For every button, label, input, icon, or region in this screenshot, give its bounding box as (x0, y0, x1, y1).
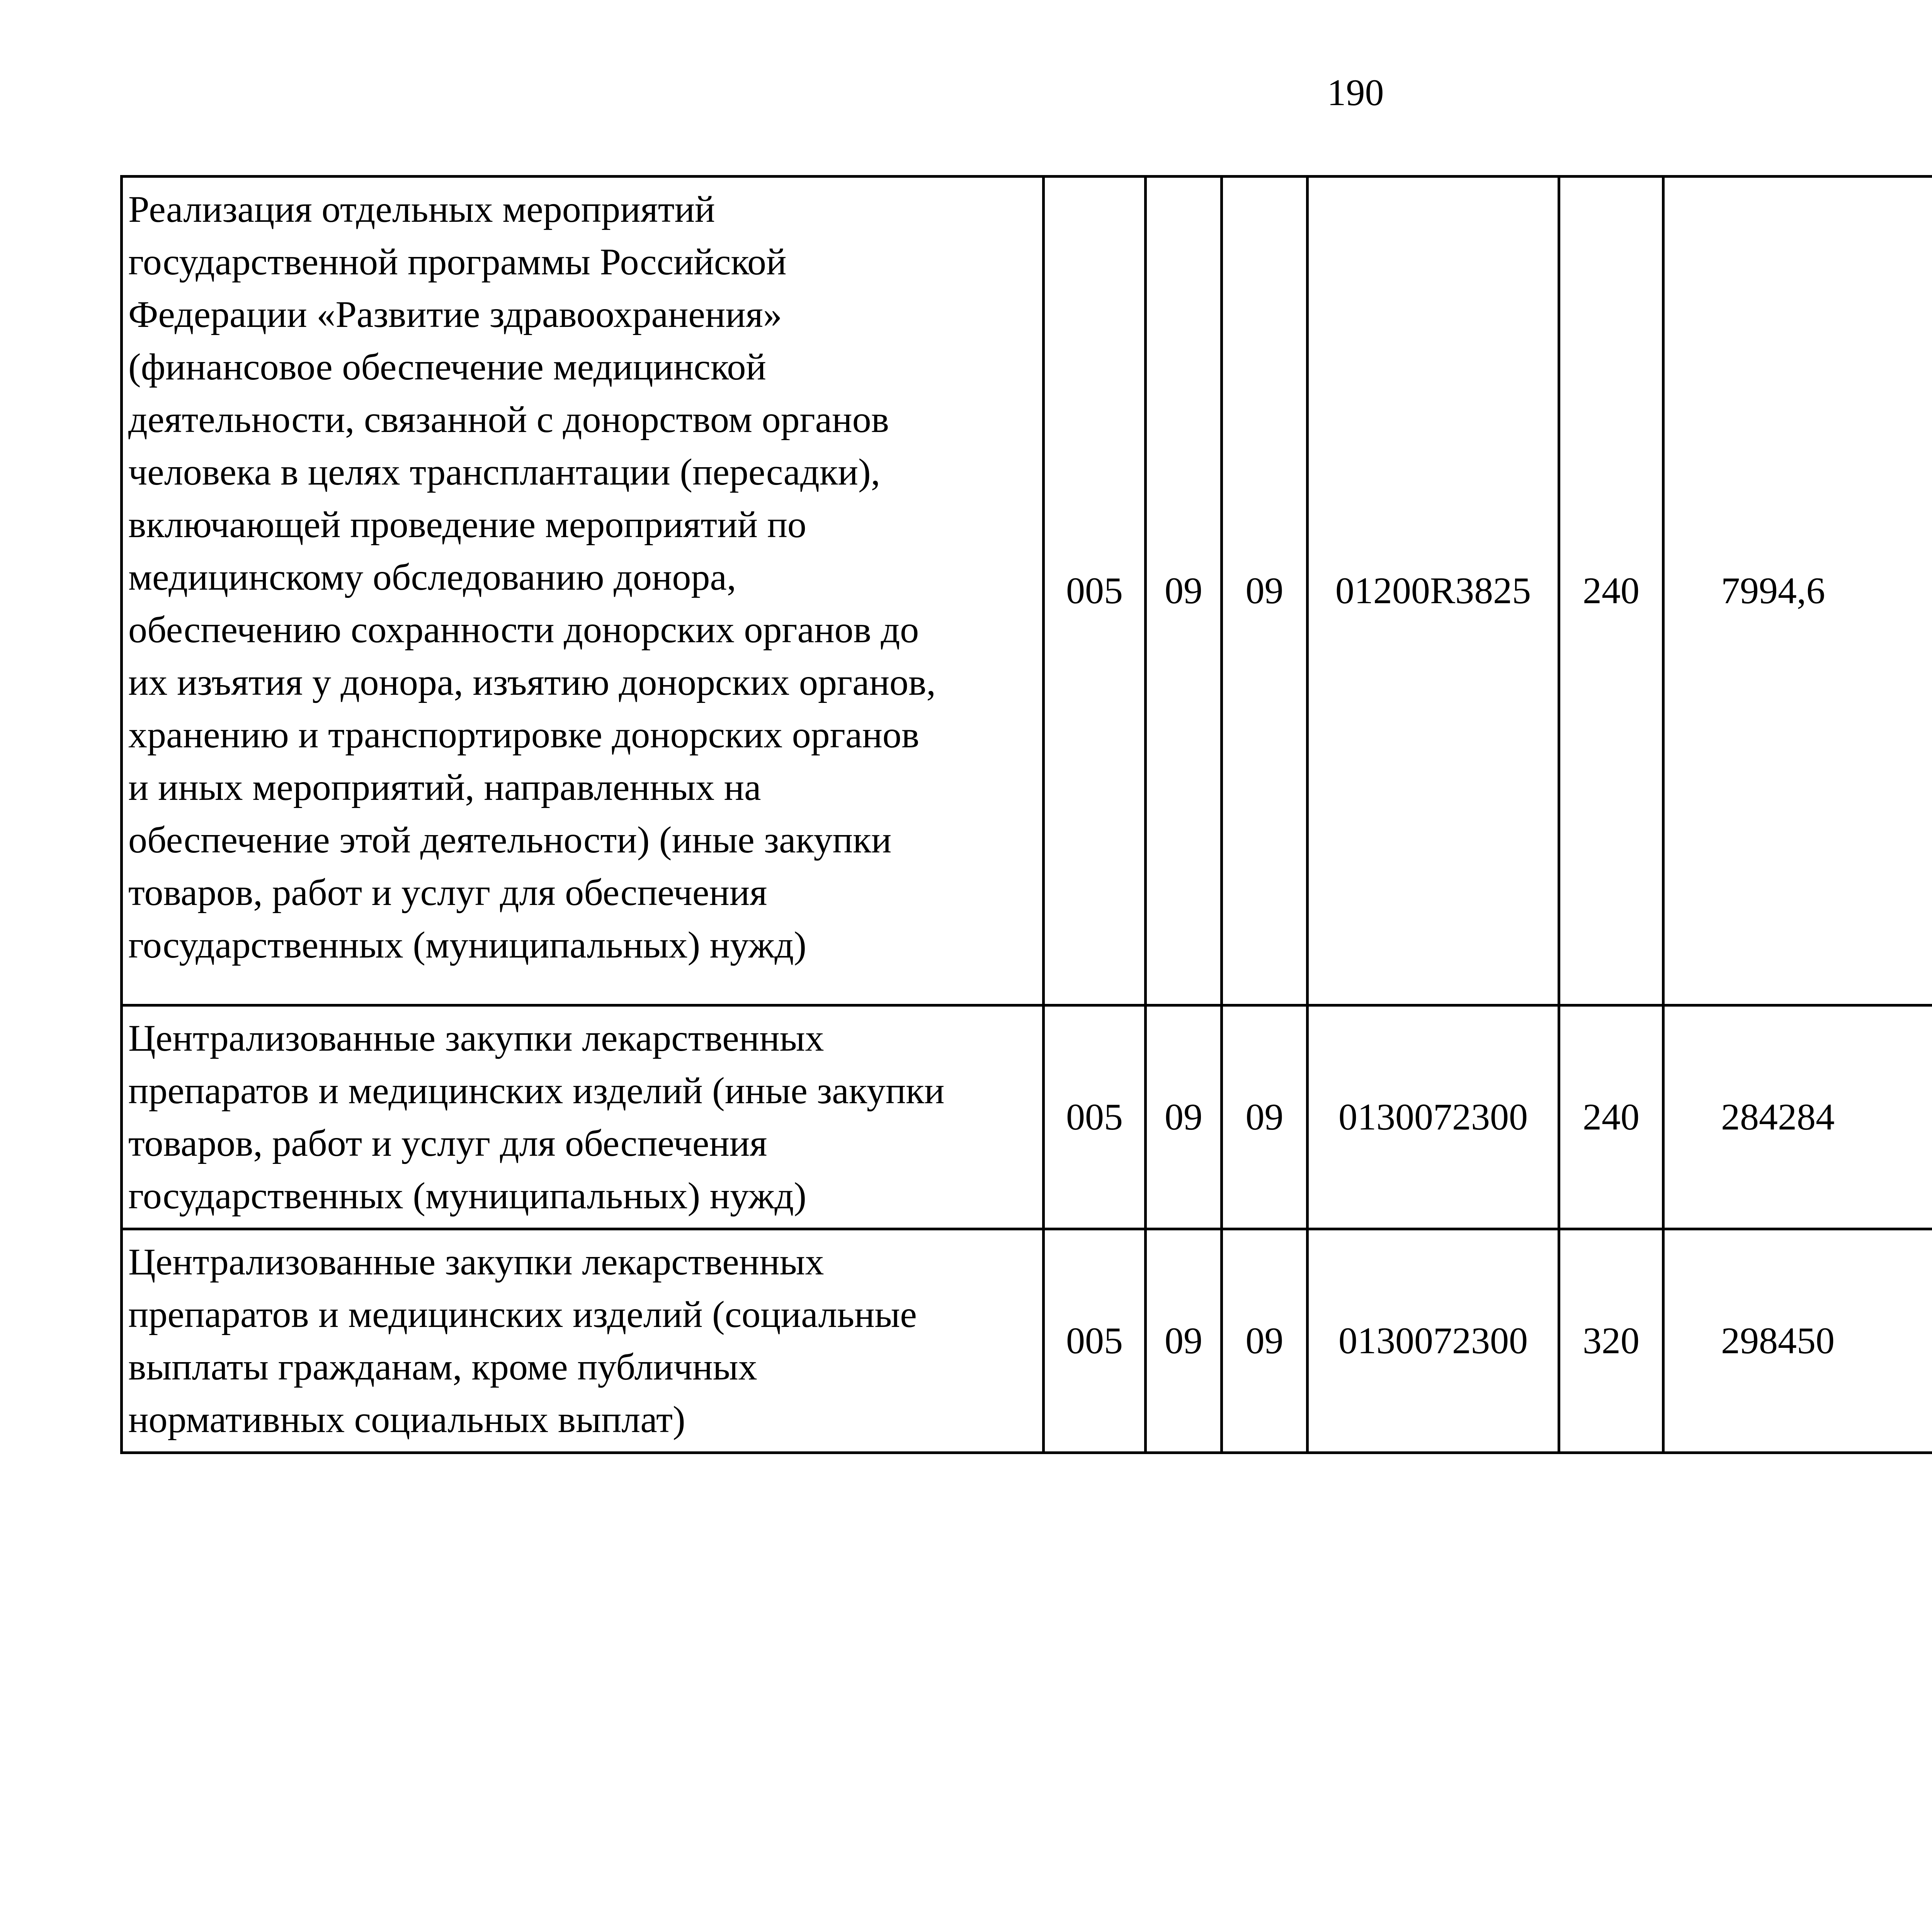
budget-table (120, 175, 1932, 1454)
description-line: хранению и транспортировке донорских органов (128, 714, 920, 756)
section-cell: 09 (1146, 1229, 1222, 1453)
target-article-cell: 0130072300 (1308, 1005, 1559, 1229)
expense-type-cell: 320 (1559, 1229, 1663, 1453)
amount-year-1-cell: 7994,6 (1663, 177, 1932, 1005)
description-line: государственных (муниципальных) нужд) (128, 924, 806, 966)
description-line: товаров, работ и услуг для обеспечения (128, 872, 767, 913)
table-row (122, 1229, 1932, 1453)
amount-year-1-cell: 298450 (1663, 1229, 1932, 1453)
subsection-cell: 09 (1222, 1005, 1308, 1229)
description-line: медицинскому обследованию донора, (128, 556, 736, 598)
description-line: обеспечению сохранности донорских органов до (128, 609, 919, 651)
description-line: (финансовое обеспечение медицинской (128, 346, 766, 388)
description-line: обеспечение этой деятельности) (иные закупки (128, 819, 892, 861)
section-cell: 09 (1146, 1005, 1222, 1229)
expense-type-cell: 240 (1559, 177, 1663, 1005)
description-line: товаров, работ и услуг для обеспечения (128, 1123, 767, 1164)
description-line: государственных (муниципальных) нужд) (128, 1175, 806, 1217)
ministry-code-cell: 005 (1044, 177, 1146, 1005)
subsection-cell: 09 (1222, 177, 1308, 1005)
amount-year-1-cell: 284284 (1663, 1005, 1932, 1229)
description-line: Федерации «Развитие здравоохранения» (128, 294, 782, 335)
description-line: Реализация отдельных мероприятий (128, 189, 715, 230)
table-row (122, 177, 1932, 1005)
description-line: выплаты гражданам, кроме публичных (128, 1346, 757, 1388)
expense-description (122, 177, 1044, 1005)
ministry-code-cell: 005 (1044, 1005, 1146, 1229)
target-article-cell: 0130072300 (1308, 1229, 1559, 1453)
description-line: и иных мероприятий, направленных на (128, 767, 761, 808)
page-number: 190 (1327, 72, 1384, 114)
description-line: Централизованные закупки лекарственных (128, 1017, 824, 1059)
expense-description (122, 1229, 1044, 1453)
table-row (122, 1005, 1932, 1229)
description-line: нормативных социальных выплат) (128, 1399, 685, 1441)
ministry-code-cell: 005 (1044, 1229, 1146, 1453)
expense-description (122, 1005, 1044, 1229)
description-line: их изъятия у донора, изъятию донорских органов, (128, 662, 936, 703)
description-line: Централизованные закупки лекарственных (128, 1241, 824, 1283)
target-article-cell: 01200R3825 (1308, 177, 1559, 1005)
subsection-cell: 09 (1222, 1229, 1308, 1453)
description-line: деятельности, связанной с донорством органов (128, 399, 889, 441)
description-line: человека в целях трансплантации (пересадки), (128, 451, 881, 493)
description-line: включающей проведение мероприятий по (128, 504, 806, 546)
description-line: государственной программы Российской (128, 241, 787, 283)
description-line: препаратов и медицинских изделий (иные закупки (128, 1070, 945, 1112)
expense-type-cell: 240 (1559, 1005, 1663, 1229)
description-line: препаратов и медицинских изделий (социальные (128, 1294, 917, 1335)
section-cell: 09 (1146, 177, 1222, 1005)
